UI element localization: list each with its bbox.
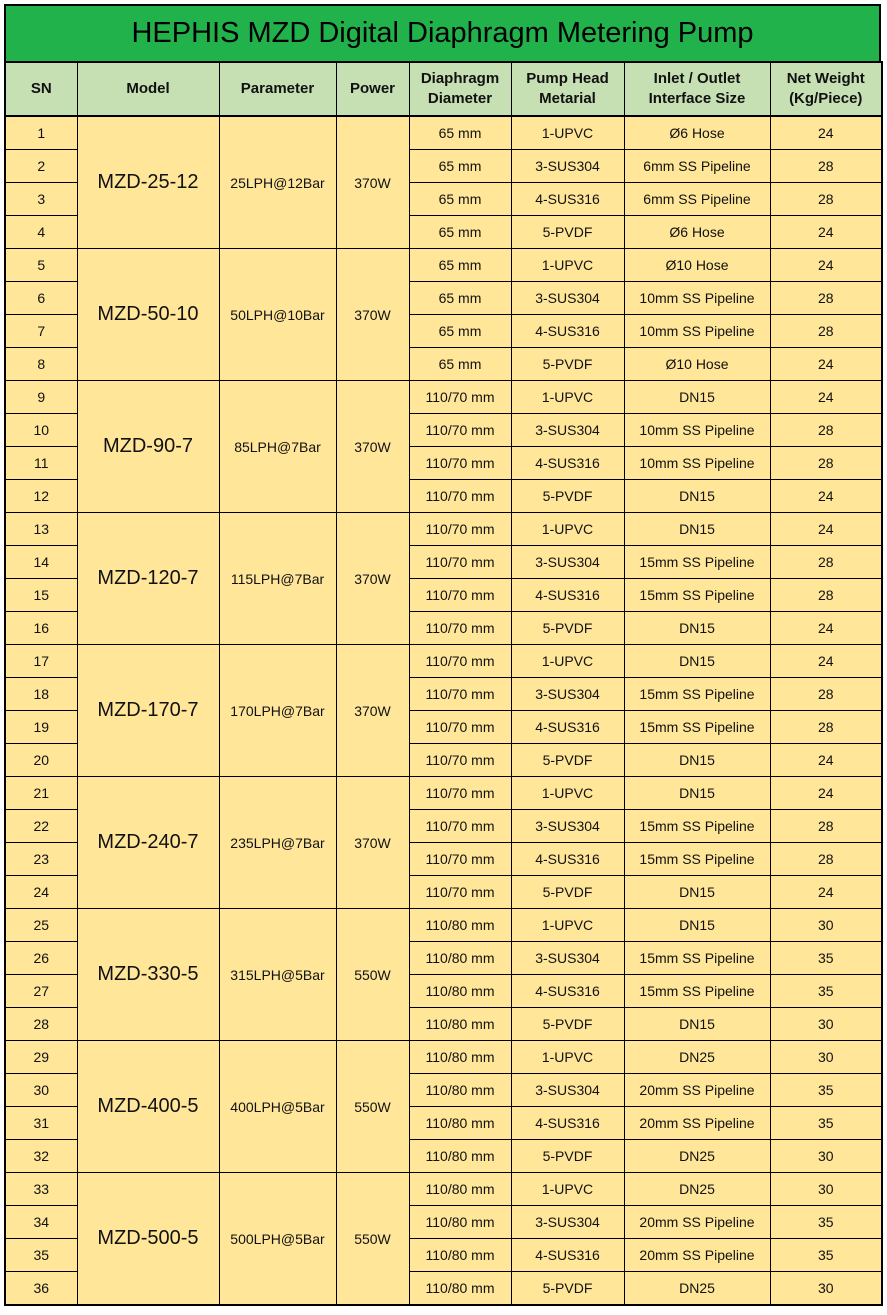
cell-interface: Ø10 Hose	[624, 249, 770, 282]
cell-interface: 6mm SS Pipeline	[624, 150, 770, 183]
cell-interface: DN25	[624, 1041, 770, 1074]
cell-sn: 12	[5, 480, 77, 513]
cell-interface: 20mm SS Pipeline	[624, 1107, 770, 1140]
cell-material: 3-SUS304	[511, 1074, 624, 1107]
cell-material: 4-SUS316	[511, 975, 624, 1008]
cell-material: 4-SUS316	[511, 843, 624, 876]
cell-material: 3-SUS304	[511, 546, 624, 579]
cell-parameter: 85LPH@7Bar	[219, 381, 336, 513]
cell-sn: 9	[5, 381, 77, 414]
cell-parameter: 235LPH@7Bar	[219, 777, 336, 909]
page-title: HEPHIS MZD Digital Diaphragm Metering Pump	[4, 4, 881, 61]
cell-interface: 20mm SS Pipeline	[624, 1074, 770, 1107]
cell-interface: DN25	[624, 1272, 770, 1306]
cell-model: MZD-170-7	[77, 645, 219, 777]
cell-weight: 24	[770, 612, 882, 645]
cell-sn: 22	[5, 810, 77, 843]
cell-material: 4-SUS316	[511, 1107, 624, 1140]
cell-diameter: 65 mm	[409, 216, 511, 249]
cell-material: 5-PVDF	[511, 744, 624, 777]
table-body	[5, 116, 882, 1305]
cell-sn: 6	[5, 282, 77, 315]
cell-interface: 15mm SS Pipeline	[624, 975, 770, 1008]
cell-weight: 28	[770, 579, 882, 612]
cell-weight: 35	[770, 975, 882, 1008]
cell-model: MZD-240-7	[77, 777, 219, 909]
cell-diameter: 110/70 mm	[409, 678, 511, 711]
cell-diameter: 65 mm	[409, 249, 511, 282]
col-header-diameter: Diaphragm Diameter	[409, 62, 511, 116]
cell-material: 3-SUS304	[511, 810, 624, 843]
cell-material: 1-UPVC	[511, 909, 624, 942]
cell-diameter: 110/80 mm	[409, 1140, 511, 1173]
cell-interface: DN15	[624, 777, 770, 810]
cell-diameter: 65 mm	[409, 116, 511, 150]
cell-sn: 32	[5, 1140, 77, 1173]
cell-diameter: 110/80 mm	[409, 1008, 511, 1041]
cell-interface: Ø6 Hose	[624, 116, 770, 150]
cell-material: 1-UPVC	[511, 116, 624, 150]
cell-weight: 28	[770, 678, 882, 711]
cell-weight: 24	[770, 216, 882, 249]
cell-weight: 28	[770, 282, 882, 315]
cell-material: 3-SUS304	[511, 150, 624, 183]
cell-sn: 16	[5, 612, 77, 645]
cell-sn: 18	[5, 678, 77, 711]
cell-material: 5-PVDF	[511, 480, 624, 513]
col-header-interface: Inlet / Outlet Interface Size	[624, 62, 770, 116]
cell-sn: 29	[5, 1041, 77, 1074]
cell-material: 4-SUS316	[511, 1239, 624, 1272]
cell-material: 1-UPVC	[511, 249, 624, 282]
cell-sn: 4	[5, 216, 77, 249]
cell-model: MZD-400-5	[77, 1041, 219, 1173]
cell-weight: 35	[770, 1074, 882, 1107]
cell-diameter: 110/70 mm	[409, 876, 511, 909]
cell-interface: DN15	[624, 1008, 770, 1041]
cell-weight: 24	[770, 777, 882, 810]
col-header-model: Model	[77, 62, 219, 116]
cell-sn: 27	[5, 975, 77, 1008]
cell-interface: DN15	[624, 876, 770, 909]
cell-sn: 5	[5, 249, 77, 282]
cell-diameter: 110/70 mm	[409, 744, 511, 777]
cell-parameter: 500LPH@5Bar	[219, 1173, 336, 1306]
cell-material: 5-PVDF	[511, 1272, 624, 1306]
cell-weight: 24	[770, 348, 882, 381]
cell-weight: 28	[770, 150, 882, 183]
cell-power: 370W	[336, 381, 409, 513]
cell-model: MZD-50-10	[77, 249, 219, 381]
cell-material: 3-SUS304	[511, 942, 624, 975]
cell-diameter: 110/70 mm	[409, 414, 511, 447]
cell-weight: 28	[770, 843, 882, 876]
cell-sn: 19	[5, 711, 77, 744]
cell-diameter: 110/80 mm	[409, 975, 511, 1008]
cell-diameter: 65 mm	[409, 183, 511, 216]
cell-material: 5-PVDF	[511, 1008, 624, 1041]
cell-material: 5-PVDF	[511, 876, 624, 909]
cell-diameter: 110/70 mm	[409, 777, 511, 810]
cell-interface: 15mm SS Pipeline	[624, 843, 770, 876]
cell-interface: Ø6 Hose	[624, 216, 770, 249]
spec-sheet	[4, 4, 881, 1306]
cell-sn: 33	[5, 1173, 77, 1206]
cell-weight: 24	[770, 381, 882, 414]
cell-sn: 17	[5, 645, 77, 678]
cell-weight: 28	[770, 414, 882, 447]
cell-power: 370W	[336, 645, 409, 777]
table-row	[5, 249, 882, 282]
cell-diameter: 65 mm	[409, 348, 511, 381]
cell-parameter: 50LPH@10Bar	[219, 249, 336, 381]
cell-weight: 35	[770, 942, 882, 975]
cell-material: 4-SUS316	[511, 579, 624, 612]
cell-material: 1-UPVC	[511, 381, 624, 414]
cell-material: 1-UPVC	[511, 1041, 624, 1074]
cell-parameter: 170LPH@7Bar	[219, 645, 336, 777]
cell-material: 5-PVDF	[511, 1140, 624, 1173]
cell-power: 550W	[336, 909, 409, 1041]
table-row	[5, 1173, 882, 1206]
cell-diameter: 110/80 mm	[409, 1074, 511, 1107]
cell-weight: 28	[770, 183, 882, 216]
cell-interface: Ø10 Hose	[624, 348, 770, 381]
cell-sn: 34	[5, 1206, 77, 1239]
cell-diameter: 110/80 mm	[409, 1041, 511, 1074]
cell-diameter: 110/70 mm	[409, 645, 511, 678]
cell-interface: DN15	[624, 612, 770, 645]
cell-weight: 30	[770, 1008, 882, 1041]
cell-sn: 25	[5, 909, 77, 942]
cell-diameter: 110/70 mm	[409, 381, 511, 414]
cell-diameter: 110/70 mm	[409, 480, 511, 513]
cell-material: 5-PVDF	[511, 612, 624, 645]
cell-weight: 24	[770, 513, 882, 546]
cell-material: 4-SUS316	[511, 183, 624, 216]
cell-power: 370W	[336, 513, 409, 645]
cell-sn: 30	[5, 1074, 77, 1107]
cell-parameter: 25LPH@12Bar	[219, 116, 336, 249]
cell-power: 370W	[336, 777, 409, 909]
cell-weight: 28	[770, 447, 882, 480]
cell-diameter: 65 mm	[409, 282, 511, 315]
cell-sn: 20	[5, 744, 77, 777]
cell-interface: 10mm SS Pipeline	[624, 414, 770, 447]
cell-diameter: 110/70 mm	[409, 711, 511, 744]
cell-sn: 23	[5, 843, 77, 876]
cell-weight: 28	[770, 711, 882, 744]
cell-weight: 24	[770, 249, 882, 282]
cell-diameter: 110/80 mm	[409, 909, 511, 942]
cell-interface: 15mm SS Pipeline	[624, 546, 770, 579]
cell-interface: 10mm SS Pipeline	[624, 282, 770, 315]
cell-parameter: 400LPH@5Bar	[219, 1041, 336, 1173]
cell-interface: 20mm SS Pipeline	[624, 1239, 770, 1272]
cell-parameter: 315LPH@5Bar	[219, 909, 336, 1041]
cell-weight: 24	[770, 645, 882, 678]
cell-sn: 26	[5, 942, 77, 975]
cell-power: 370W	[336, 116, 409, 249]
cell-material: 4-SUS316	[511, 447, 624, 480]
cell-weight: 30	[770, 1272, 882, 1306]
cell-diameter: 110/70 mm	[409, 513, 511, 546]
cell-material: 5-PVDF	[511, 348, 624, 381]
col-header-weight: Net Weight (Kg/Piece)	[770, 62, 882, 116]
cell-weight: 24	[770, 744, 882, 777]
cell-weight: 28	[770, 315, 882, 348]
cell-material: 4-SUS316	[511, 315, 624, 348]
table-row	[5, 909, 882, 942]
cell-weight: 30	[770, 1041, 882, 1074]
cell-weight: 30	[770, 1140, 882, 1173]
cell-power: 550W	[336, 1041, 409, 1173]
cell-material: 3-SUS304	[511, 678, 624, 711]
cell-diameter: 110/70 mm	[409, 546, 511, 579]
cell-interface: DN15	[624, 480, 770, 513]
cell-sn: 3	[5, 183, 77, 216]
cell-weight: 24	[770, 116, 882, 150]
cell-model: MZD-120-7	[77, 513, 219, 645]
cell-weight: 28	[770, 546, 882, 579]
cell-weight: 35	[770, 1239, 882, 1272]
cell-diameter: 110/80 mm	[409, 1173, 511, 1206]
table-row	[5, 116, 882, 150]
cell-material: 1-UPVC	[511, 645, 624, 678]
cell-sn: 2	[5, 150, 77, 183]
cell-diameter: 110/70 mm	[409, 447, 511, 480]
table-row	[5, 645, 882, 678]
cell-interface: 15mm SS Pipeline	[624, 810, 770, 843]
cell-interface: 20mm SS Pipeline	[624, 1206, 770, 1239]
cell-diameter: 110/70 mm	[409, 612, 511, 645]
cell-sn: 11	[5, 447, 77, 480]
cell-interface: 15mm SS Pipeline	[624, 942, 770, 975]
cell-sn: 21	[5, 777, 77, 810]
cell-material: 4-SUS316	[511, 711, 624, 744]
cell-sn: 28	[5, 1008, 77, 1041]
cell-sn: 24	[5, 876, 77, 909]
cell-material: 3-SUS304	[511, 1206, 624, 1239]
cell-interface: DN15	[624, 381, 770, 414]
cell-diameter: 110/80 mm	[409, 1272, 511, 1306]
cell-material: 1-UPVC	[511, 513, 624, 546]
cell-model: MZD-90-7	[77, 381, 219, 513]
cell-diameter: 65 mm	[409, 315, 511, 348]
cell-diameter: 65 mm	[409, 150, 511, 183]
cell-material: 5-PVDF	[511, 216, 624, 249]
cell-material: 1-UPVC	[511, 777, 624, 810]
cell-interface: DN15	[624, 744, 770, 777]
col-header-material: Pump Head Metarial	[511, 62, 624, 116]
cell-sn: 1	[5, 116, 77, 150]
cell-material: 3-SUS304	[511, 414, 624, 447]
cell-diameter: 110/70 mm	[409, 810, 511, 843]
cell-sn: 14	[5, 546, 77, 579]
spec-table	[4, 61, 883, 1306]
cell-model: MZD-330-5	[77, 909, 219, 1041]
table-row	[5, 777, 882, 810]
cell-diameter: 110/80 mm	[409, 1239, 511, 1272]
cell-interface: DN15	[624, 645, 770, 678]
cell-weight: 28	[770, 810, 882, 843]
cell-weight: 30	[770, 909, 882, 942]
cell-diameter: 110/80 mm	[409, 1107, 511, 1140]
cell-sn: 8	[5, 348, 77, 381]
cell-weight: 24	[770, 480, 882, 513]
cell-diameter: 110/70 mm	[409, 843, 511, 876]
cell-interface: 15mm SS Pipeline	[624, 711, 770, 744]
cell-sn: 13	[5, 513, 77, 546]
cell-sn: 7	[5, 315, 77, 348]
cell-interface: 6mm SS Pipeline	[624, 183, 770, 216]
cell-sn: 36	[5, 1272, 77, 1306]
cell-interface: DN15	[624, 513, 770, 546]
cell-interface: DN25	[624, 1173, 770, 1206]
cell-model: MZD-25-12	[77, 116, 219, 249]
cell-weight: 35	[770, 1206, 882, 1239]
cell-model: MZD-500-5	[77, 1173, 219, 1306]
cell-sn: 35	[5, 1239, 77, 1272]
cell-weight: 24	[770, 876, 882, 909]
cell-power: 370W	[336, 249, 409, 381]
cell-weight: 35	[770, 1107, 882, 1140]
cell-interface: DN25	[624, 1140, 770, 1173]
cell-interface: DN15	[624, 909, 770, 942]
cell-power: 550W	[336, 1173, 409, 1306]
table-row	[5, 1041, 882, 1074]
cell-diameter: 110/80 mm	[409, 942, 511, 975]
cell-material: 1-UPVC	[511, 1173, 624, 1206]
header-row	[5, 62, 882, 116]
cell-interface: 15mm SS Pipeline	[624, 579, 770, 612]
col-header-sn: SN	[5, 62, 77, 116]
cell-interface: 10mm SS Pipeline	[624, 315, 770, 348]
cell-diameter: 110/70 mm	[409, 579, 511, 612]
cell-weight: 30	[770, 1173, 882, 1206]
cell-material: 3-SUS304	[511, 282, 624, 315]
cell-sn: 15	[5, 579, 77, 612]
table-row	[5, 381, 882, 414]
col-header-parameter: Parameter	[219, 62, 336, 116]
cell-diameter: 110/80 mm	[409, 1206, 511, 1239]
cell-parameter: 115LPH@7Bar	[219, 513, 336, 645]
table-row	[5, 513, 882, 546]
cell-interface: 10mm SS Pipeline	[624, 447, 770, 480]
cell-interface: 15mm SS Pipeline	[624, 678, 770, 711]
cell-sn: 31	[5, 1107, 77, 1140]
cell-sn: 10	[5, 414, 77, 447]
col-header-power: Power	[336, 62, 409, 116]
